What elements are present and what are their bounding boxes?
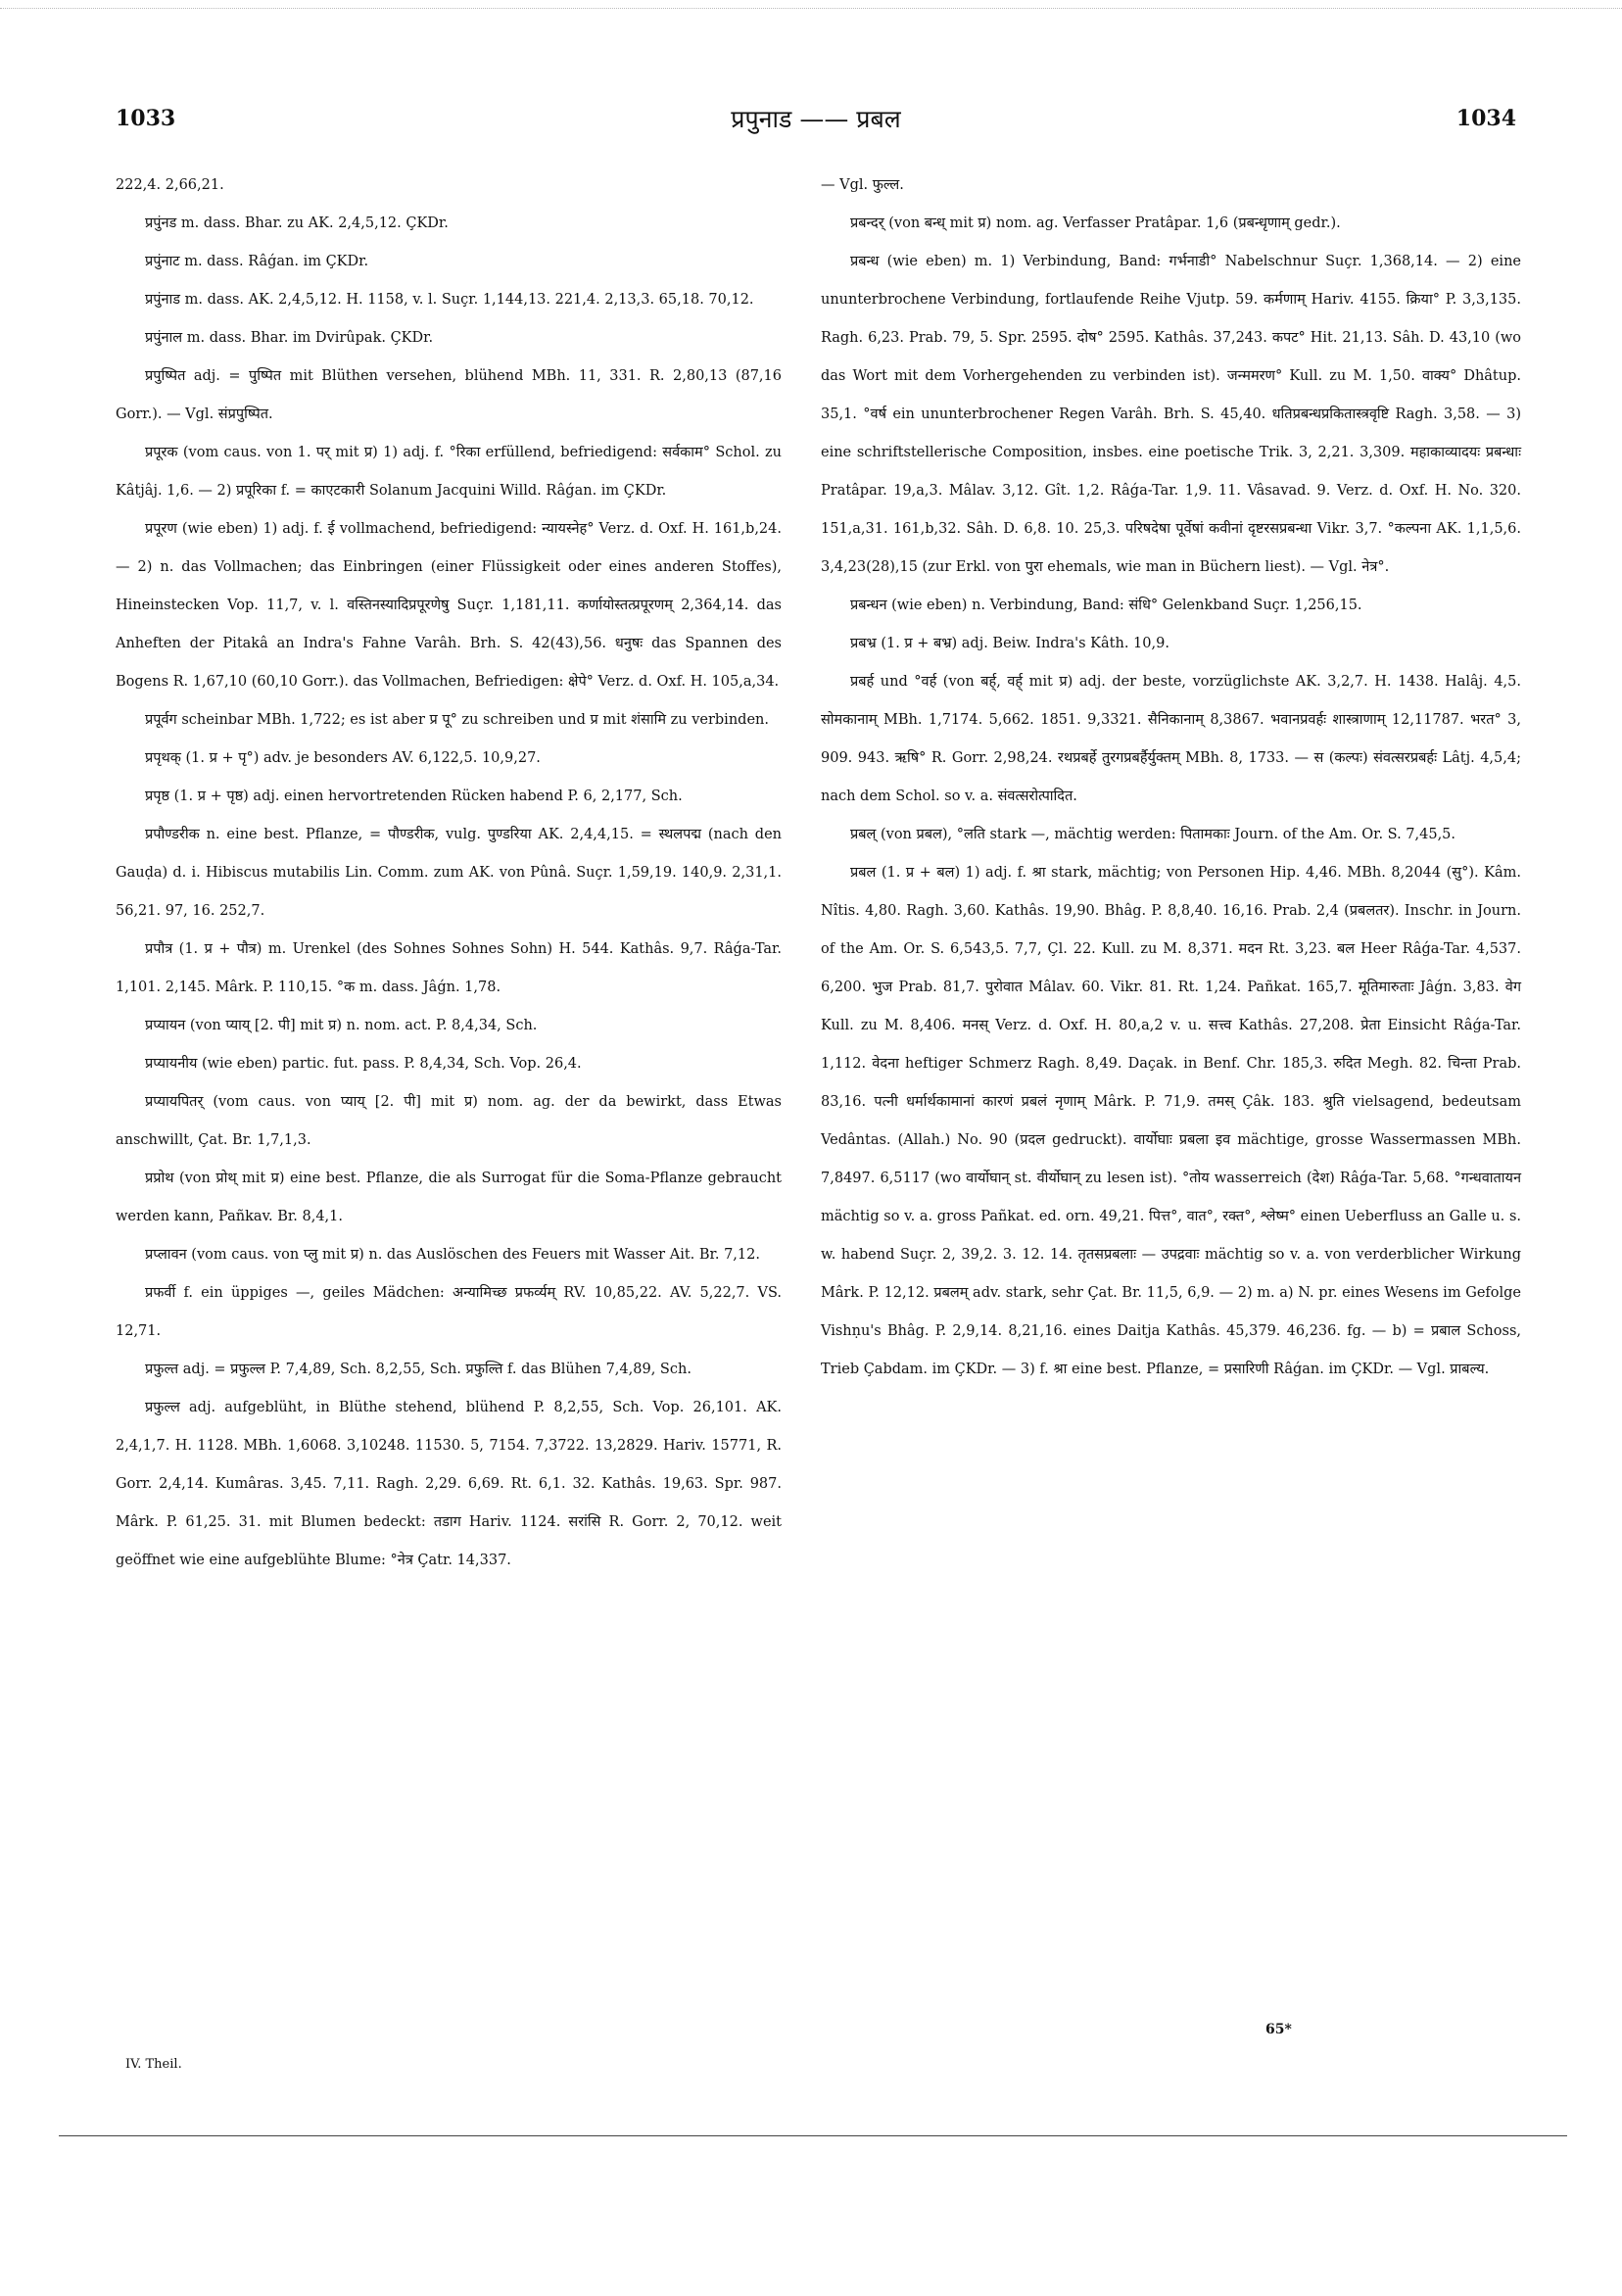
dictionary-entry: प्रपुंनाल m. dass. Bhar. im Dvirûpak. ÇKDr.	[145, 330, 434, 346]
dictionary-entry: प्रप्लावन (vom caus. von प्लु mit प्र) n. das Auslöschen des Feuers mit Wasser Ait. Br. 7,12.	[145, 1247, 760, 1263]
signature-mark: 65*	[1265, 2022, 1292, 2037]
dictionary-entry: प्रबन्धन (wie eben) n. Verbindung, Band: संधि° Gelenkband Suçr. 1,256,15.	[850, 598, 1362, 613]
running-head: प्रपुनाड —— प्रबल	[731, 105, 901, 133]
dictionary-entry: प्रप्यायनीय (wie eben) partic. fut. pass. P. 8,4,34, Sch. Vop. 26,4.	[145, 1056, 582, 1072]
dictionary-entry: प्रफर्वी f. ein üppiges —, geiles Mädchen: अन्यामिच्छ प्रफर्व्यम् RV. 10,85,22. AV. 5,22,7. VS. 12,71.	[116, 1285, 782, 1339]
continuation-line: 222,4. 2,66,21.	[116, 177, 224, 193]
page-number-left: 1033	[116, 106, 176, 131]
bottom-rule	[59, 2135, 1567, 2136]
dictionary-entry: प्रपृष्ठ (1. प्र + पृष्ठ) adj. einen hervortretenden Rücken habend P. 6, 2,177, Sch.	[145, 789, 683, 804]
left-column	[116, 167, 782, 1580]
scan-edge	[0, 8, 1622, 15]
dictionary-entry: प्रपुंनड m. dass. Bhar. zu AK. 2,4,5,12. ÇKDr.	[145, 215, 449, 231]
dictionary-entry: प्रबल् (von प्रबल), °लति stark —, mächtig werden: पितामकाः Journ. of the Am. Or. S. 7,45,5.	[850, 827, 1456, 842]
page-header	[116, 106, 1516, 145]
dictionary-entry: प्रपृथक् (1. प्र + पृ°) adv. je besonders AV. 6,122,5. 10,9,27.	[145, 750, 541, 766]
dictionary-entry: प्रपुंनाड m. dass. AK. 2,4,5,12. H. 1158, v. l. Suçr. 1,144,13. 221,4. 2,13,3. 65,18. 70,12.	[145, 292, 754, 308]
dictionary-entry: प्रपूरक (vom caus. von 1. पर् mit प्र) 1) adj. f. °रिका erfüllend, befriedigend: सर्वकाम° Schol. zu Kâtjâj. 1,6. — 2) प्रपूरिका f. = काएटकारी Solanum Jacquini Willd. Râǵan. im ÇKDr.	[116, 445, 782, 499]
right-column	[821, 167, 1521, 1389]
dictionary-entry: प्रबर्ह und °वर्ह (von बर्ह्, वर्ह् mit प्र) adj. der beste, vorzüglichste AK. 3,2,7. H. 1438. Halâj. 4,5. सोमकानाम् MBh. 1,7174. 5,662. 1851. 9,3321. सैनिकानाम् 8,3867. भवानप्रवर्हः शास्त्राणाम् 12,11787. भरत° 3, 909. 943. ऋषि° R. Gorr. 2,98,24. रथप्रबर्हे तुरगप्रबर्हैर्युक्तम् MBh. 8, 1733. — स (कल्पः) संवत्सरप्रबर्हः Lâtj. 4,5,4; nach dem Schol. so v. a. संवत्सरोत्पादित.	[821, 674, 1521, 804]
dictionary-entry: प्रबभ्र (1. प्र + बभ्र) adj. Beiw. Indra's Kâth. 10,9.	[850, 636, 1169, 651]
dictionary-entry: प्रपौत्र (1. प्र + पौत्र) m. Urenkel (des Sohnes Sohnes Sohn) H. 544. Kathâs. 9,7. Râǵa-Tar. 1,101. 2,145. Mârk. P. 110,15. °क m. dass. Jâǵn. 1,78.	[116, 941, 782, 995]
dictionary-entry: प्रपुंनाट m. dass. Râǵan. im ÇKDr.	[145, 254, 369, 269]
dictionary-entry: प्रपौण्डरीक n. eine best. Pflanze, = पौण्डरीक, vulg. पुण्डरिया AK. 2,4,4,15. = स्थलपद्म (nach den Gauḍa) d. i. Hibiscus mutabilis Lin. Comm. zum AK. von Pûnâ. Suçr. 1,59,19. 140,9. 2,31,1. 56,21. 97, 16. 252,7.	[116, 827, 782, 919]
dictionary-entry: प्रप्रोथ (von प्रोथ् mit प्र) eine best. Pflanze, die als Surrogat für die Soma-Pflanze gebraucht werden kann, Pañkav. Br. 8,4,1.	[116, 1171, 782, 1224]
dictionary-entry: प्रबल (1. प्र + बल) 1) adj. f. श्रा stark, mächtig; von Personen Hip. 4,46. MBh. 8,2044 (सु°). Kâm. Nîtis. 4,80. Ragh. 3,60. Kathâs. 19,90. Bhâg. P. 8,8,40. 16,16. Prab. 2,4 (प्रबलतर). Inschr. in Journ. of the Am. Or. S. 6,543,5. 7,7, Çl. 22. Kull. zu M. 8,371. मदन Rt. 3,23. बल Heer Râǵa-Tar. 4,537. 6,200. भुज Prab. 81,7. पुरोवात Mâlav. 60. Vikr. 81. Rt. 1,24. Pañkat. 165,7. मूतिमारुताः Jâǵn. 3,83. वेग Kull. zu M. 8,406. मनस् Verz. d. Oxf. H. 80,a,2 v. u. सत्त्व Kathâs. 27,208. प्रेता Einsicht Râǵa-Tar. 1,112. वेदना heftiger Schmerz Ragh. 8,49. Daçak. in Benf. Chr. 185,3. रुदित Megh. 82. चिन्ता Prab. 83,16. पत्नी धर्मार्थकामानां कारणं प्रबलं नृणाम् Mârk. P. 71,9. तमस् Çâk. 183. श्रुति vielsagend, bedeutsam Vedântas. (Allah.) No. 90 (प्रदल gedruckt). वार्योघाः प्रबला इव mächtige, grosse Wassermassen MBh. 7,8497. 6,5117 (wo वार्योघान् st. वीर्योघान् zu lesen ist). °तोय wasserreich (देश) Râǵa-Tar. 5,68. °गन्धवातायन mächtig so v. a. gross Pañkat. ed. orn. 49,21. पित्त°, वात°, रक्त°, श्लेष्म° einen Ueberfluss an Galle u. s. w. habend Suçr. 2, 39,2. 3. 12. 14. तृतसप्रबलाः — उपद्रवाः mächtig so v. a. von verderblicher Wirkung Mârk. P. 12,12. प्रबलम् adv. stark, sehr Çat. Br. 11,5, 6,9. — 2) m. a) N. pr. eines Wesens im Gefolge Vishṇu's Bhâg. P. 2,9,14. 8,21,16. eines Daitja Kathâs. 45,379. 46,236. fg. — b) = प्रबाल Schoss, Trieb Çabdam. im ÇKDr. — 3) f. श्रा eine best. Pflanze, = प्रसारिणी Râǵan. im ÇKDr. — Vgl. प्राबल्य.	[821, 865, 1521, 1377]
page-number-right: 1034	[1455, 106, 1516, 131]
dictionary-entry: प्रपूरण (wie eben) 1) adj. f. ई vollmachend, befriedigend: न्यायस्नेह° Verz. d. Oxf. H. 161,b,24. — 2) n. das Vollmachen; das Einbringen (einer Flüssigkeit oder eines anderen Stoffes), Hineinstecken Vop. 11,7, v. l. वस्तिनस्यादिप्रपूरणेषु Suçr. 1,181,11. कर्णायोस्तत्प्रपूरणम् 2,364,14. das Anheften der Pitakâ an Indra's Fahne Varâh. Brh. S. 42(43),56. धनुषः das Spannen des Bogens R. 1,67,10 (60,10 Gorr.). das Vollmachen, Befriedigen: क्षेपे° Verz. d. Oxf. H. 105,a,34.	[116, 521, 782, 690]
dictionary-entry: प्रपूर्वग scheinbar MBh. 1,722; es ist aber प्र पू° zu schreiben und प्र mit शंसामि zu verbinden.	[145, 712, 769, 728]
volume-label: IV. Theil.	[125, 2057, 182, 2072]
dictionary-entry: प्रप्यायन (von प्याय् [2. पी] mit प्र) n. nom. act. P. 8,4,34, Sch.	[145, 1018, 538, 1033]
dictionary-entry: प्रबन्ध (wie eben) m. 1) Verbindung, Band: गर्भनाडी° Nabelschnur Suçr. 1,368,14. — 2) eine ununterbrochene Verbindung, fortlaufende Reihe Vjutp. 59. कर्मणाम् Hariv. 4155. क्रिया° P. 3,3,135. Ragh. 6,23. Prab. 79, 5. Spr. 2595. दोष° 2595. Kathâs. 37,243. कपट° Hit. 21,13. Sâh. D. 43,10 (wo das Wort mit dem Vorhergehenden zu verbinden ist). जन्ममरण° Kull. zu M. 1,50. वाक्य° Dhâtup. 35,1. °वर्ष ein ununterbrochener Regen Varâh. Brh. S. 45,40. धतिप्रबन्धप्रकितास्त्रवृष्टि Ragh. 3,58. — 3) eine schriftstellerische Composition, insbes. eine poetische Trik. 3, 2,21. 3,309. महाकाव्यादयः प्रबन्धाः Pratâpar. 19,a,3. Mâlav. 3,12. Gît. 1,2. Râǵa-Tar. 1,9. 11. Vâsavad. 9. Verz. d. Oxf. H. No. 320. 151,a,31. 161,b,32. Sâh. D. 6,8. 10. 25,3. परिषदेषा पूर्वेषां कवीनां दृष्टरसप्रबन्धा Vikr. 3,7. °कल्पना AK. 1,1,5,6. 3,4,23(28),15 (zur Erkl. von पुरा ehemals, wie man in Büchern liest). — Vgl. नेत्र°.	[821, 254, 1521, 575]
dictionary-entry: प्रप्यायपितर् (vom caus. von प्याय् [2. पी] mit प्र) nom. ag. der da bewirkt, dass Etwas anschwillt, Çat. Br. 1,7,1,3.	[116, 1094, 782, 1148]
continuation-line: — Vgl. फुल्ल.	[821, 177, 904, 193]
dictionary-entry: प्रबन्दर् (von बन्ध् mit प्र) nom. ag. Verfasser Pratâpar. 1,6 (प्रबन्धृणाम् gedr.).	[850, 215, 1341, 231]
dictionary-entry: प्रफुल्त adj. = प्रफुल्ल P. 7,4,89, Sch. 8,2,55, Sch. प्रफुल्ति f. das Blühen 7,4,89, Sch.	[145, 1362, 692, 1377]
dictionary-entry: प्रफुल्ल adj. aufgeblüht, in Blüthe stehend, blühend P. 8,2,55, Sch. Vop. 26,101. AK. 2,4,1,7. H. 1128. MBh. 1,6068. 3,10248. 11530. 5, 7154. 7,3722. 13,2829. Hariv. 15771, R. Gorr. 2,4,14. Kumâras. 3,45. 7,11. Ragh. 2,29. 6,69. Rt. 6,1. 32. Kathâs. 19,63. Spr. 987. Mârk. P. 61,25. 31. mit Blumen bedeckt: तडाग Hariv. 1124. सरांसि R. Gorr. 2, 70,12. weit geöffnet wie eine aufgeblühte Blume: °नेत्र Çatr. 14,337.	[116, 1400, 782, 1568]
dictionary-entry: प्रपुष्पित adj. = पुष्पित mit Blüthen versehen, blühend MBh. 11, 331. R. 2,80,13 (87,16 Gorr.). — Vgl. संप्रपुष्पित.	[116, 368, 782, 422]
